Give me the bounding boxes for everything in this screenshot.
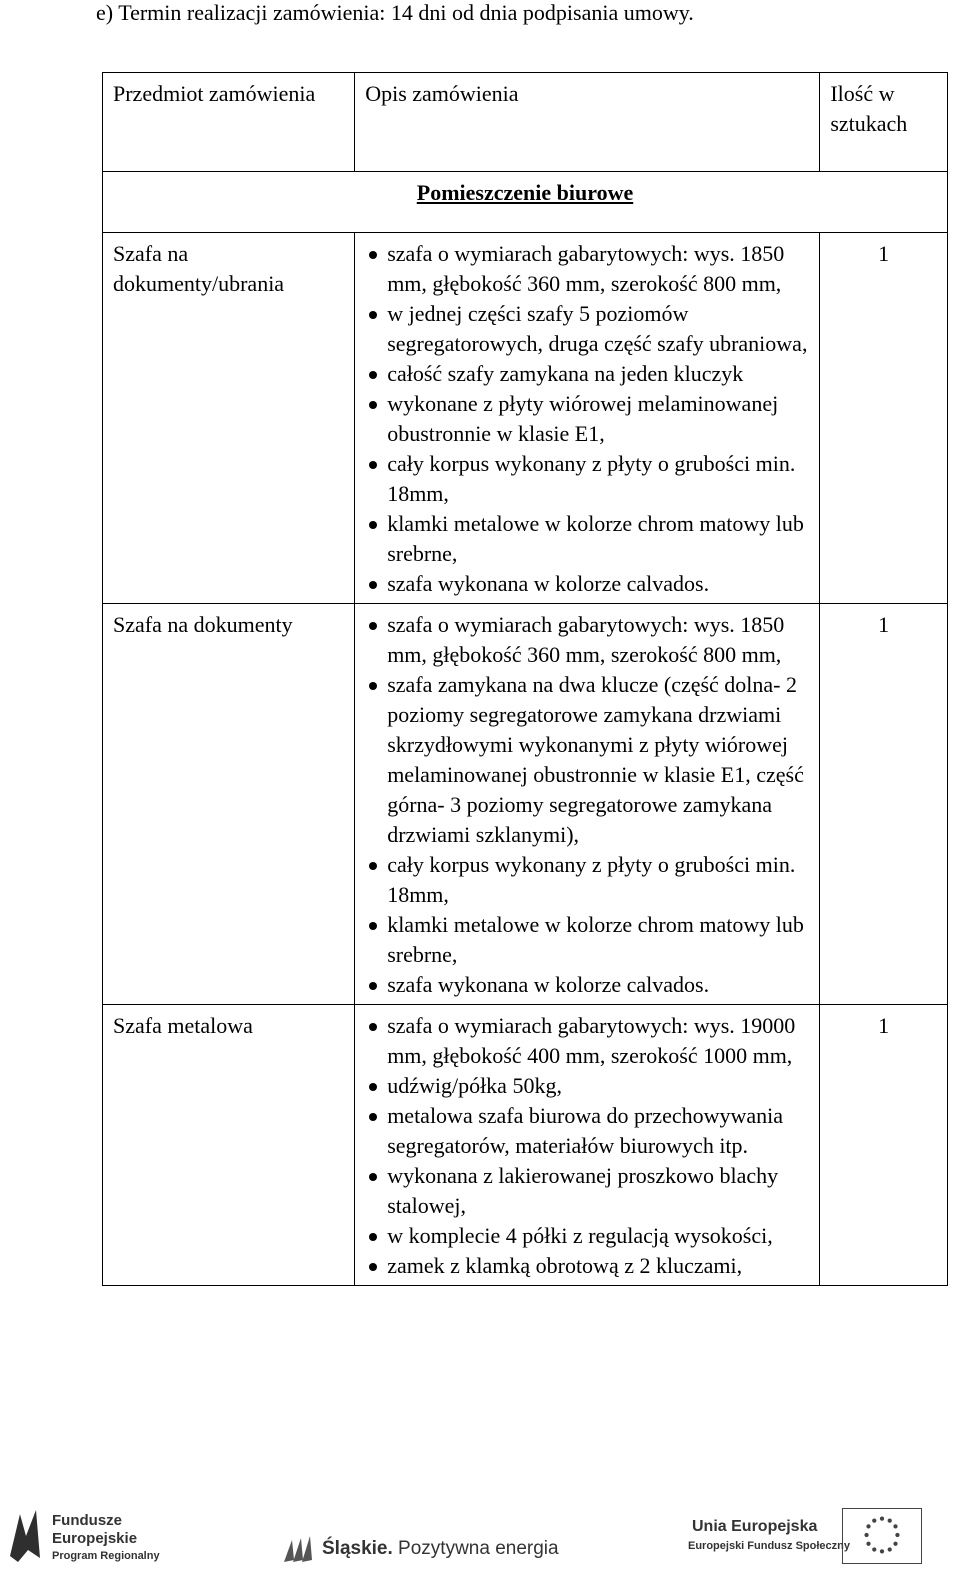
wings-icon [282, 1534, 316, 1564]
stars-icon [6, 1506, 46, 1564]
bullet-icon [369, 862, 377, 870]
item-description [355, 233, 820, 604]
fe-logo-line1: Fundusze [52, 1512, 122, 1529]
bullet-icon [369, 922, 377, 930]
delivery-term-line: e) Termin realizacji zamówienia: 14 dni od dnia podpisania umowy. [96, 0, 694, 25]
list-item [365, 1221, 809, 1251]
feature-list [365, 239, 809, 599]
list-item [365, 970, 809, 1000]
list-item [365, 449, 809, 509]
order-table [102, 72, 948, 1286]
feature-text: metalowa szafa biurowa do przechowywania segregatorów, materiałów biurowych itp. [387, 1103, 784, 1158]
item-name: Szafa metalowa [103, 1005, 355, 1286]
bullet-icon [369, 401, 377, 409]
feature-text: szafa o wymiarach gabarytowych: wys. 1850 mm, głębokość 360 mm, szerokość 800 mm, [387, 612, 785, 667]
item-quantity: 1 [820, 1005, 948, 1286]
feature-text: szafa wykonana w kolorze calvados. [387, 972, 710, 997]
feature-text: klamki metalowe w kolorze chrom matowy lub srebrne, [387, 912, 804, 967]
feature-text: wykonana z lakierowanej proszkowo blachy stalowej, [387, 1163, 779, 1218]
fe-logo-line3: Program Regionalny [52, 1550, 160, 1562]
table-row [103, 604, 948, 1005]
fe-logo-line2: Europejskie [52, 1530, 138, 1547]
bullet-icon [369, 1173, 377, 1181]
section-title: Pomieszczenie biurowe [416, 180, 634, 205]
slaskie-logo [282, 1532, 572, 1568]
item-description [355, 604, 820, 1005]
list-item [365, 569, 809, 599]
header-description: Opis zamówienia [355, 73, 820, 172]
bullet-icon [369, 1263, 377, 1271]
bullet-icon [369, 521, 377, 529]
header-item: Przedmiot zamówienia [103, 73, 355, 172]
feature-text: szafa zamykana na dwa klucze (część dolna- 2 poziomy segregatorowe zamykana drzwiami skrzydłowymi wykonanymi z płyty wiórowej melaminowanej obustronnie w klasie E1, część górna- 3 poziomy segregatorowe zamykana drzwiami szklanymi), [387, 672, 804, 847]
ue-logo-line2: Europejski Fundusz Społeczny [688, 1540, 850, 1552]
feature-text: w jednej części szafy 5 poziomów segregatorowych, druga część szafy ubraniowa, [387, 301, 808, 356]
item-quantity: 1 [820, 604, 948, 1005]
list-item [365, 359, 809, 389]
bullet-icon [369, 251, 377, 259]
ue-logo [688, 1518, 954, 1570]
feature-text: szafa wykonana w kolorze calvados. [387, 571, 710, 596]
item-quantity: 1 [820, 233, 948, 604]
bullet-icon [369, 371, 377, 379]
eu-flag-icon [842, 1508, 922, 1564]
section-row [103, 172, 948, 233]
feature-text: udźwig/półka 50kg, [387, 1073, 562, 1098]
list-item [365, 610, 809, 670]
list-item [365, 850, 809, 910]
feature-list [365, 610, 809, 1000]
list-item [365, 1251, 809, 1281]
bullet-icon [369, 1023, 377, 1031]
item-name: Szafa na dokumenty [103, 604, 355, 1005]
item-description [355, 1005, 820, 1286]
feature-list [365, 1011, 809, 1281]
header-quantity: Ilość w sztukach [820, 73, 948, 172]
bullet-icon [369, 1233, 377, 1241]
bullet-icon [369, 461, 377, 469]
section-cell [103, 172, 948, 233]
bullet-icon [369, 581, 377, 589]
slaskie-slogan: Pozytywna energia [392, 1538, 559, 1559]
list-item [365, 670, 809, 850]
table-row [103, 233, 948, 604]
ue-logo-line1: Unia Europejska [692, 1518, 818, 1535]
list-item [365, 910, 809, 970]
slaskie-logo-text [322, 1538, 559, 1560]
feature-text: cały korpus wykonany z płyty o grubości min. 18mm, [387, 451, 796, 506]
bullet-icon [369, 1083, 377, 1091]
feature-text: zamek z klamką obrotową z 2 kluczami, [387, 1253, 743, 1278]
list-item [365, 1011, 809, 1071]
table-header-row [103, 73, 948, 172]
feature-text: wykonane z płyty wiórowej melaminowanej obustronnie w klasie E1, [387, 391, 779, 446]
footer-logos [0, 1498, 960, 1582]
feature-text: szafa o wymiarach gabarytowych: wys. 19000 mm, głębokość 400 mm, szerokość 1000 mm, [387, 1013, 796, 1068]
bullet-icon [369, 1113, 377, 1121]
list-item [365, 389, 809, 449]
bullet-icon [369, 311, 377, 319]
feature-text: w komplecie 4 półki z regulacją wysokości, [387, 1223, 773, 1248]
slaskie-brand: Śląskie. [322, 1538, 393, 1559]
feature-text: szafa o wymiarach gabarytowych: wys. 1850 mm, głębokość 360 mm, szerokość 800 mm, [387, 241, 785, 296]
bullet-icon [369, 622, 377, 630]
list-item [365, 239, 809, 299]
feature-text: cały korpus wykonany z płyty o grubości min. 18mm, [387, 852, 796, 907]
list-item [365, 1101, 809, 1161]
table-row [103, 1005, 948, 1286]
bullet-icon [369, 982, 377, 990]
fe-logo [6, 1502, 166, 1564]
list-item [365, 1071, 809, 1101]
list-item [365, 509, 809, 569]
list-item [365, 1161, 809, 1221]
bullet-icon [369, 682, 377, 690]
feature-text: klamki metalowe w kolorze chrom matowy lub srebrne, [387, 511, 804, 566]
item-name: Szafa na dokumenty/ubrania [103, 233, 355, 604]
list-item [365, 299, 809, 359]
feature-text: całość szafy zamykana na jeden kluczyk [387, 361, 744, 386]
